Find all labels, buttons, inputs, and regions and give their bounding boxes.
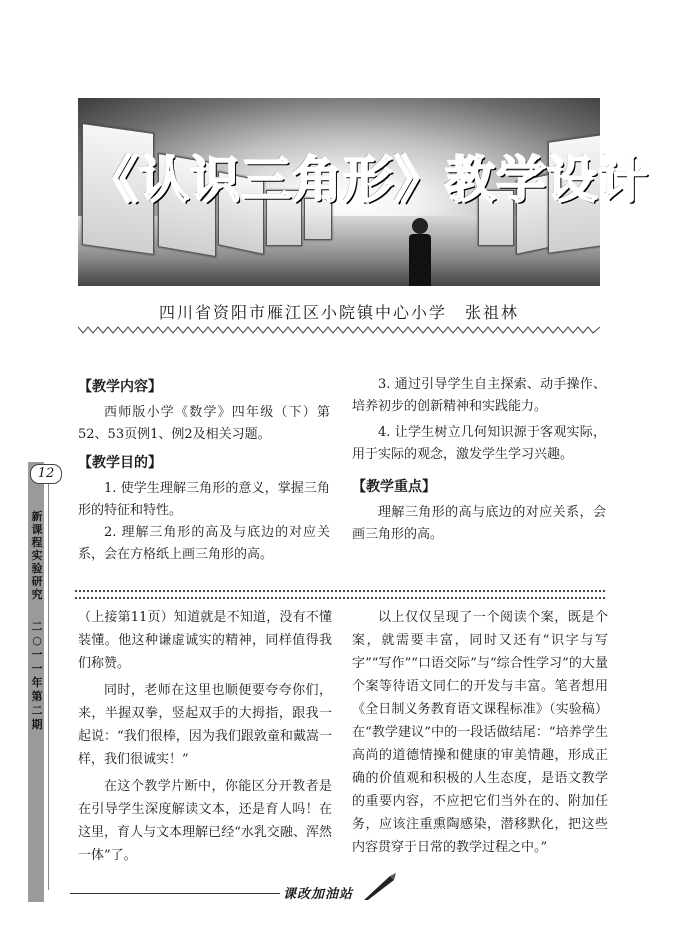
paragraph: 以上仅仅呈现了一个阅读个案，既是个案，就需要丰富，同时又还有“识字与写字”“写作”“口语交际”与“综合性学习”的大量个案等待语文同仁的开发与丰富。笔者想用《全日制义务教育语文课程标准》（实验稿）在“教学建议”中的一段话做结尾：“培养学生高尚的道德情操和健康的审美情趣，形成正确的价值观和积极的人生态度，是语文教学的重要内容，不应把它们当外在的、附加任务，应该注重熏陶感染，潜移默化，把这些内容贯穿于日常的教学过程之中。” (352, 610, 608, 855)
side-rule (48, 470, 49, 890)
author-line: 四川省资阳市雁江区小院镇中心小学 张祖林 (158, 303, 519, 322)
paragraph: 2. 理解三角形的高及与底边的对应关系，会在方格纸上画三角形的高。 (78, 525, 330, 562)
person-figure (406, 216, 434, 286)
zigzag-divider (78, 325, 600, 335)
quill-pen-icon (360, 872, 400, 902)
upper-right-column (352, 374, 606, 546)
lower-right-column (352, 606, 608, 859)
journal-issue: 二○一一年第二期 (31, 620, 43, 731)
section-heading-goals: 【教学目的】 (78, 455, 162, 471)
paragraph: 理解三角形的高与底边的对应关系，会画三角形的高。 (352, 505, 606, 542)
article-title: 《认识三角形》教学设计 (88, 151, 649, 209)
paragraph: 4. 让学生树立几何知识源于客观实际，用于实际的观念，激发学生学习兴趣。 (352, 425, 606, 462)
journal-name: 新课程实验研究 (31, 510, 43, 601)
lower-left-column (78, 606, 332, 867)
paragraph: 西师版小学《数学》四年级（下）第52、53页例1、例2及相关习题。 (78, 405, 330, 442)
paragraph: （上接第11页）知道就是不知道，没有不懂装懂。他这种谦虚诚实的精神，同样值得我们称赞。 (78, 610, 332, 671)
paragraph: 3. 通过引导学生自主探索、动手操作、培养初步的创新精神和实践能力。 (352, 377, 606, 414)
paragraph: 同时，老师在这里也顺便要夸夸你们，来，半握双拳，竖起双手的大拇指，跟我一起说：“我们很棒，因为我们跟敦童和戴嵩一样，我们很诚实！” (78, 683, 332, 767)
page-number: 12 (30, 464, 62, 484)
paragraph: 在这个教学片断中，你能区分开教者是在引导学生深度解读文本，还是育人吗！在这里，育人与文本理解已经“水乳交融、浑然一体”了。 (78, 779, 332, 863)
footer-section-label: 课改加油站 (283, 887, 354, 902)
footer-rule (70, 893, 280, 894)
section-heading-content: 【教学内容】 (78, 379, 162, 395)
section-heading-focus: 【教学重点】 (352, 479, 436, 495)
paragraph: 1. 使学生理解三角形的意义，掌握三角形的特征和特性。 (78, 481, 330, 518)
dotted-divider (75, 590, 605, 599)
upper-left-column (78, 372, 330, 566)
